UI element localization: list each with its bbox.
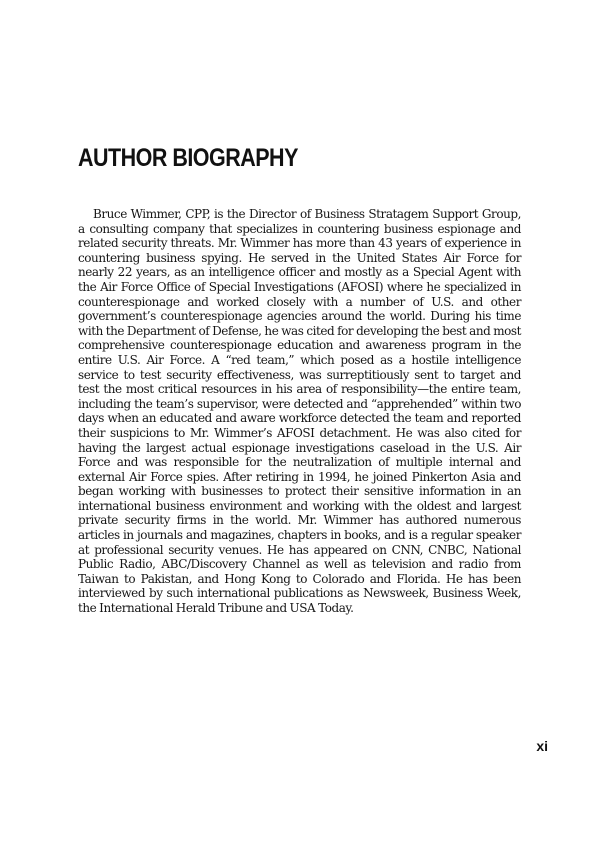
chapter-title: AUTHOR BIOGRAPHY xyxy=(78,144,298,172)
biography-paragraph: Bruce Wimmer, CPP, is the Director of Business Stratagem Support Group, a consulting company that specializes in countering business espionage and related security threats. Mr. Wimmer has more than 43 years of experience in countering business spying. He served in the United States Air Force for nearly 22 years, as an intelligence officer and mostly as a Special Agent with the Air Force Office of Special Investigations (AFOSI) where he specialized in counterespionage and worked closely with a number of U.S. and other government’s counterespionage agencies around the world. During his time with the Department of Defense, he was cited for developing the best and most comprehensive counterespionage education and awareness program in the entire U.S. Air Force. A “red team,” which posed as a hostile intelligence service to test security effectiveness, was surreptitiously sent to target and test the most critical resources in his area of responsibility—the entire team, including the team’s supervisor, were detected and “apprehended” within two days when an educated and aware workforce detected the team and reported their suspicions to Mr. Wimmer’s AFOSI detachment. He was also cited for having the largest actual espionage investigations caseload in the U.S. Air Force and was responsible for the neutralization of multiple internal and external Air Force spies. After retiring in 1994, he joined Pinkerton Asia and began working with businesses to protect their sensitive information in an international business environment and working with the oldest and largest private security firms in the world. Mr. Wimmer has authored numerous articles in journals and magazines, chapters in books, and is a regular speaker at professional security venues. He has appeared on CNN, CNBC, National Public Radio, ABC/Discovery Channel as well as television and radio from Taiwan to Pakistan, and Hong Kong to Colorado and Florida. He has been interviewed by such international publications as Newsweek, Business Week, the International Herald Tribune and USA Today. xyxy=(78,207,521,616)
page-number: xi xyxy=(536,738,548,754)
